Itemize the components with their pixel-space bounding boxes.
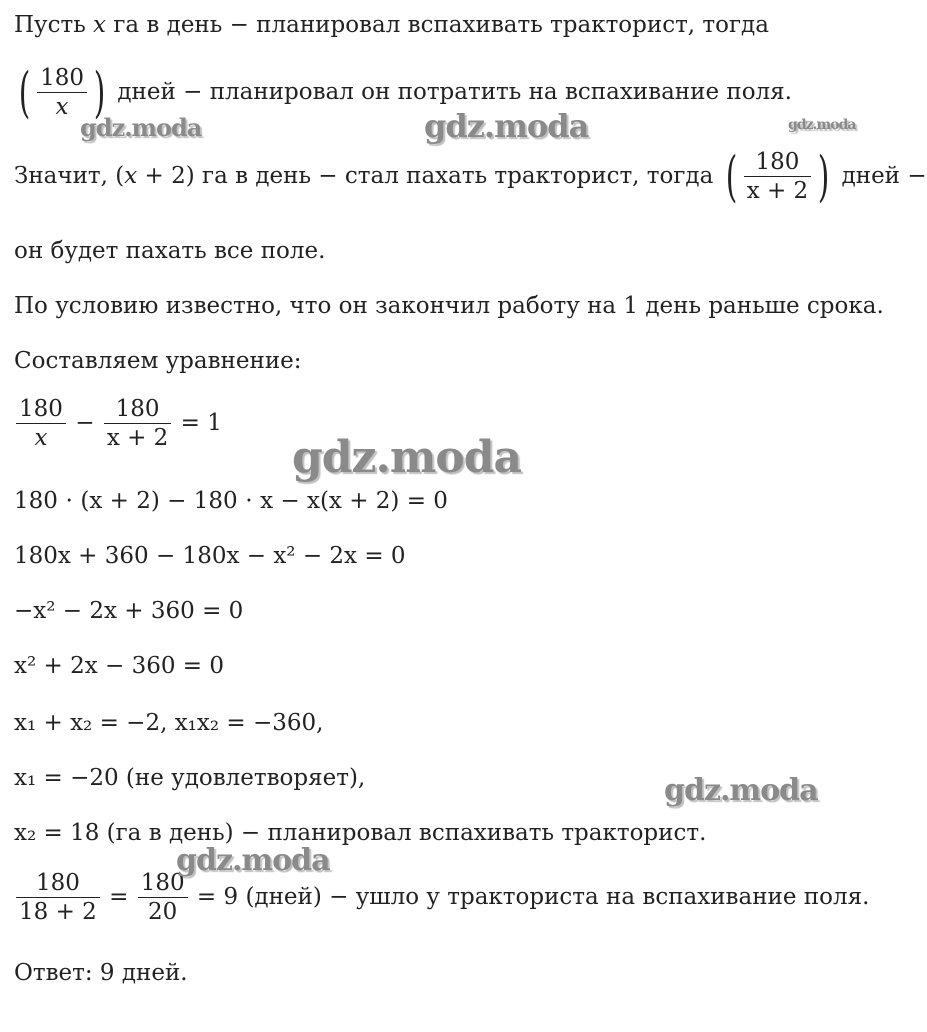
fraction-180-over-x-plus-2: $\frac{180}{x + 2}$: [744, 151, 812, 203]
equation-2: 180 ⋅ (x + 2) − 180 ⋅ x − x(x + 2) = 0: [14, 488, 448, 514]
equation-1: $\frac{180}{x}$ − $\frac{180}{x + 2}$ = 1: [14, 398, 222, 450]
text-line-6: Составляем уравнение:: [14, 348, 302, 374]
text-line-1: [14, 14, 769, 37]
watermark-logo: gdz.moda: [176, 843, 330, 878]
equation-4: −x² − 2x + 360 = 0: [14, 598, 244, 624]
text: дней − планировал он потратить на вспахивание поля.: [110, 79, 792, 105]
fraction: $\frac{180}{x}$: [16, 398, 66, 450]
text: Пусть: [14, 12, 94, 38]
equation-7: x₁ = −20 (не удовлетворяет),: [14, 765, 366, 791]
watermark-logo: gdz.moda: [292, 432, 522, 483]
fraction: $\frac{180}{18 + 2}$: [16, 872, 100, 924]
equation-5: x² + 2x − 360 = 0: [14, 653, 225, 679]
text-line-5: По условию известно, что он закончил работу на 1 день раньше срока.: [14, 293, 884, 319]
fraction-180-over-x: $\frac{180}{x}$: [37, 67, 87, 119]
answer-line: Ответ: 9 дней.: [14, 960, 188, 986]
text-line-3: Значит, (x + 2) га в день − стал пахать тракторист, тогда ( $\frac{180}{x + 2}$ ) дней −: [14, 145, 927, 208]
text: га в день − планировал вспахивать тракторист, тогда: [106, 12, 769, 38]
watermark-logo: gdz.moda: [788, 117, 856, 133]
watermark-logo: gdz.moda: [664, 773, 818, 808]
text: Значит, (: [14, 163, 125, 189]
fraction: $\frac{180}{x + 2}$: [104, 398, 172, 450]
equation-9: $\frac{180}{18 + 2}$ = $\frac{180}{20}$ = 9 (дней) − ушло у тракториста на вспахивание поля.: [14, 872, 869, 924]
equation-6: x₁ + x₂ = −2, x₁x₂ = −360,: [14, 710, 324, 736]
watermark-logo: gdz.moda: [80, 113, 202, 142]
variable: x: [93, 12, 107, 38]
text-line-4: он будет пахать все поле.: [14, 238, 326, 264]
text-line-2: ( $\frac{180}{x}$ ) дней − планировал он потратить на вспахивание поля.: [18, 61, 792, 124]
equation-3: 180x + 360 − 180x − x² − 2x = 0: [14, 543, 406, 569]
equation-8: x₂ = 18 (га в день) − планировал вспахивать тракторист.: [14, 820, 707, 846]
watermark-logo: gdz.moda: [424, 107, 589, 145]
fraction: $\frac{180}{20}$: [138, 872, 188, 924]
